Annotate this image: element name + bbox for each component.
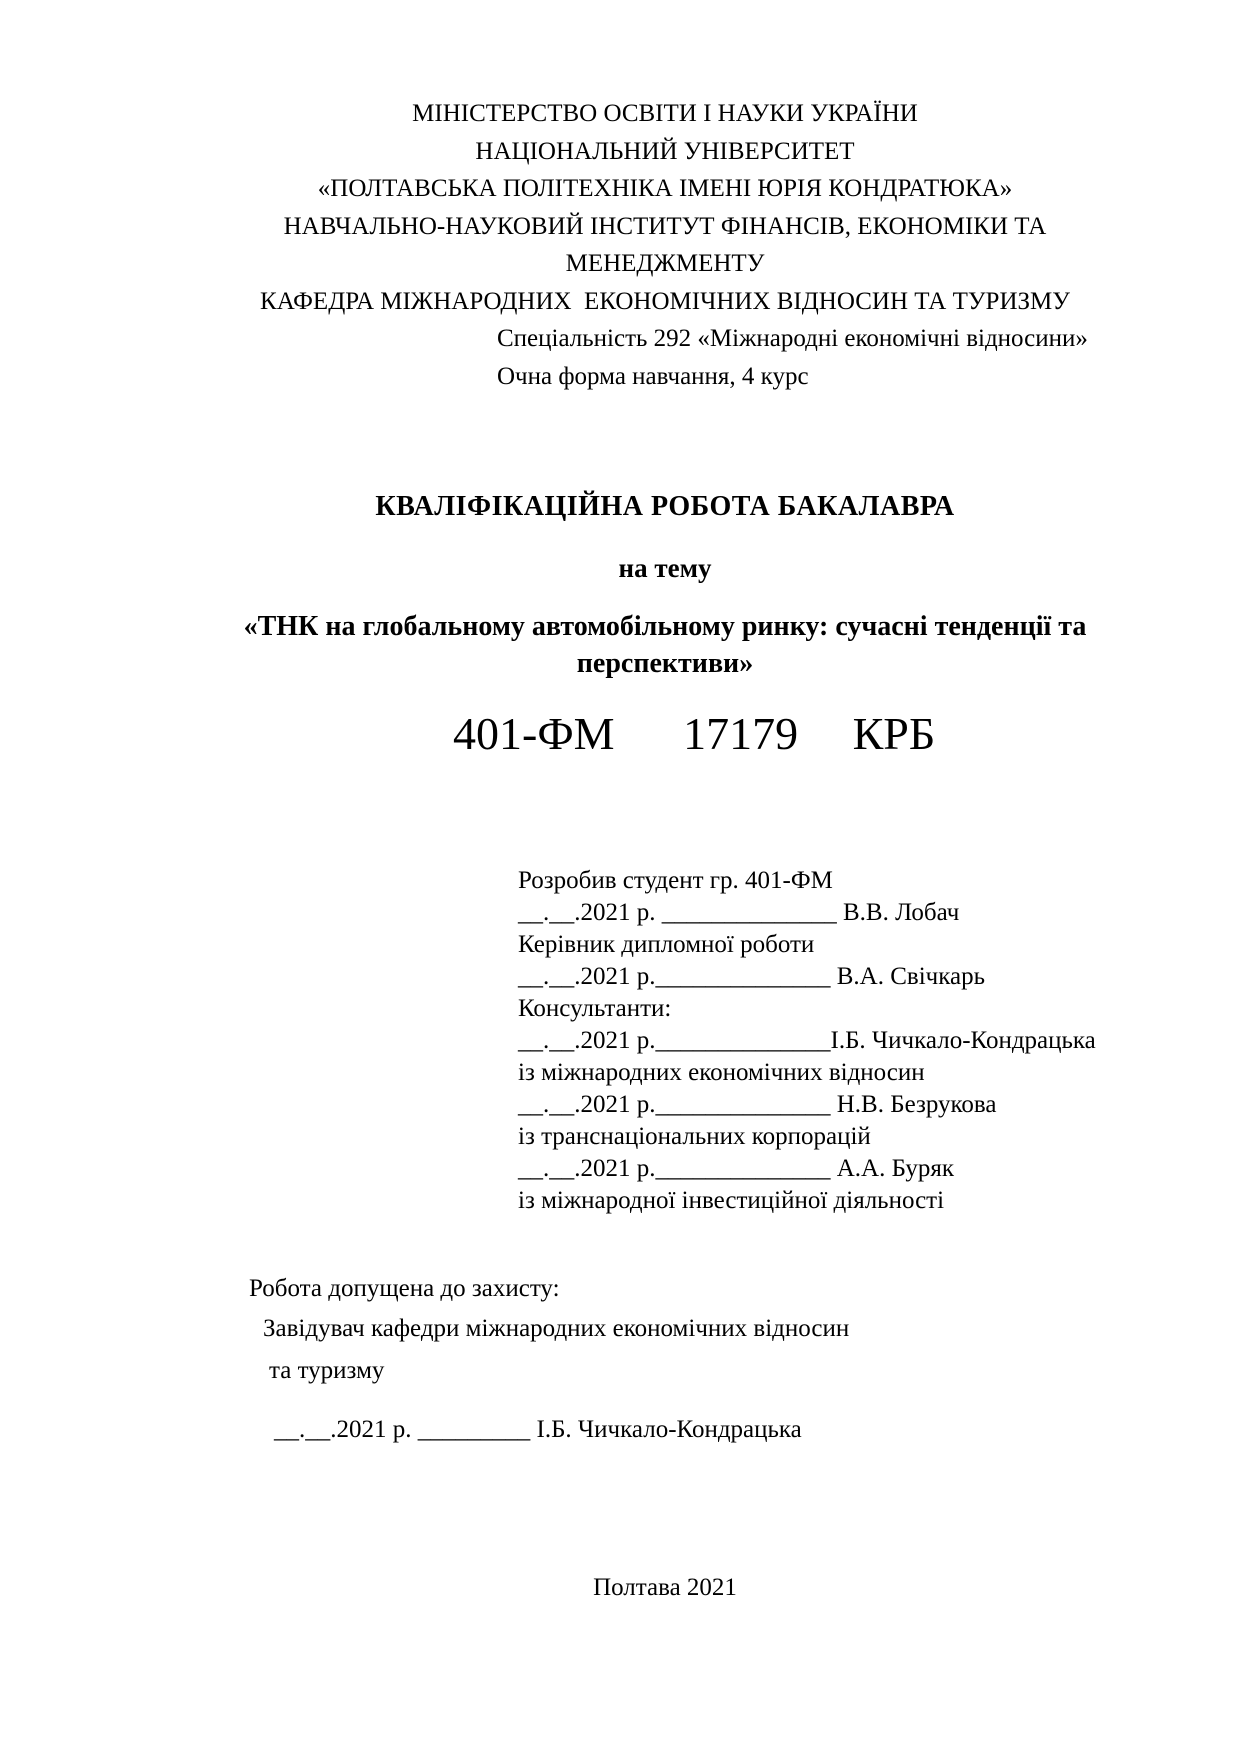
consultant3-area: із міжнародної інвестиційної діяльності: [518, 1187, 945, 1214]
city-year-line: Полтава 2021: [593, 1574, 737, 1601]
consultant1-signature: __.__.2021 р.______________І.Б. Чичкало-Кондрацька: [518, 1027, 1096, 1054]
specialty-line: Спеціальність 292 «Міжнародні економічні відносини»: [497, 325, 1088, 352]
work-type-title: КВАЛІФІКАЦІЙНА РОБОТА БАКАЛАВРА: [375, 491, 955, 522]
institute-line-1: НАВЧАЛЬНО-НАУКОВИЙ ІНСТИТУТ ФІНАНСІВ, ЕКОНОМІКИ ТА: [283, 212, 1047, 240]
head-label-line-2: та туризму: [269, 1357, 385, 1384]
supervisor-signature: __.__.2021 р.______________ В.А. Свічкарь: [518, 963, 985, 990]
on-topic-label: на тему: [618, 553, 712, 583]
ministry-line: МІНІСТЕРСТВО ОСВІТИ І НАУКИ УКРАЇНИ: [412, 100, 918, 127]
consultant2-area: із транснаціональних корпорацій: [518, 1123, 871, 1150]
work-type-code: КРБ: [852, 708, 936, 759]
consultant2-signature: __.__.2021 р.______________ Н.В. Безрукова: [518, 1091, 997, 1118]
institute-line-2: МЕНЕДЖМЕНТУ: [565, 250, 765, 277]
theme-title-line-2: перспективи»: [576, 648, 754, 679]
group-code: 401-ФМ: [453, 708, 615, 759]
work-code-line: [453, 706, 935, 762]
consultant1-area: із міжнародних економічних відносин: [518, 1059, 925, 1086]
university-line-2: «ПОЛТАВСЬКА ПОЛІТЕХНІКА ІМЕНІ ЮРІЯ КОНДРАТЮКА»: [317, 175, 1013, 202]
study-form-line: Очна форма навчання, 4 курс: [497, 362, 809, 390]
head-label-line-1: Завідувач кафедри міжнародних економічних відносин: [263, 1315, 850, 1342]
consultants-label: Консультанти:: [518, 995, 672, 1022]
developer-label: Розробив студент гр. 401-ФМ: [518, 867, 833, 894]
department-line: КАФЕДРА МІЖНАРОДНИХ ЕКОНОМІЧНИХ ВІДНОСИН ТА ТУРИЗМУ: [260, 287, 1070, 315]
developer-signature: __.__.2021 р. ______________ В.В. Лобач: [518, 899, 960, 926]
supervisor-label: Керівник дипломної роботи: [518, 931, 815, 958]
theme-title: [150, 608, 1180, 682]
admitted-label: Робота допущена до захисту:: [249, 1275, 560, 1302]
university-line-1: НАЦІОНАЛЬНИЙ УНІВЕРСИТЕТ: [475, 137, 855, 165]
work-number: 17179: [683, 708, 799, 759]
consultant3-signature: __.__.2021 р.______________ А.А. Буряк: [518, 1155, 954, 1182]
theme-title-line-1: «ТНК на глобальному автомобільному ринку: сучасні тенденції та: [243, 611, 1087, 642]
head-signature-line: __.__.2021 р. _________ І.Б. Чичкало-Кондрацька: [274, 1416, 802, 1443]
document-header: [150, 95, 1180, 320]
signatures-block: [518, 865, 1096, 1217]
specialty-block: [497, 320, 1088, 395]
